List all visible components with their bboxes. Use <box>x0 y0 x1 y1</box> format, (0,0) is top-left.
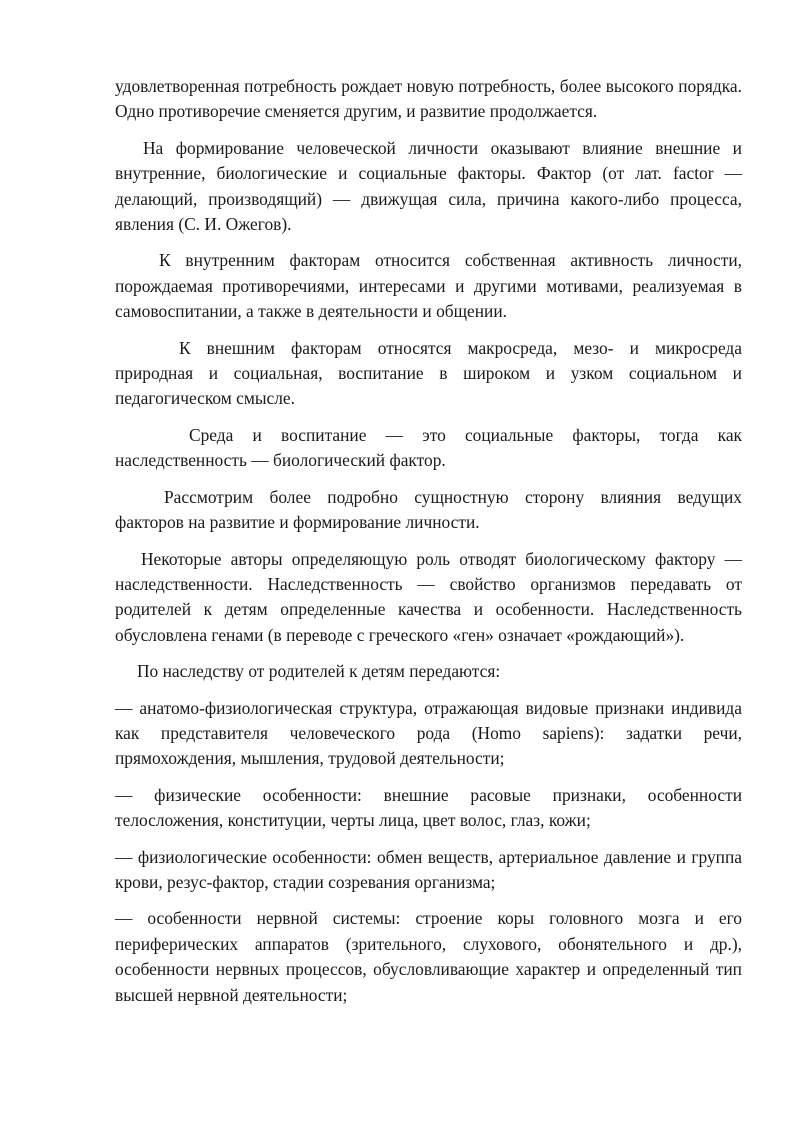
list-item-nervous-system: — особенности нервной системы: строение коры головного мозга и его периферических аппаратов (зрительного, слухового, обонятельного и др.), особенности нервных процессов, обусловливающие характер и определенный тип высшей нервной деятельности; <box>115 908 742 1005</box>
paragraph-consider-details: Рассмотрим более подробно сущностную сторону влияния ведущих факторов на развитие и формирование личности. <box>115 486 742 533</box>
list-item-anatomy: — анатомо-физиологическая структура, отражающая видовые признаки индивида как представителя человеческого рода (Homo sapiens): задатки речи, прямохождения, мышления, трудовой деятельности; <box>115 697 742 769</box>
paragraph-environment-upbringing: Среда и воспитание — это социальные факторы, тогда как наследственность — биологический фактор. <box>115 424 742 471</box>
paragraph-internal-factors: К внутренним факторам относится собственная активность личности, порождаемая противоречиями, интересами и другими мотивами, реализуемая в самовоспитании, а также в деятельности и общении. <box>115 250 742 322</box>
paragraph-inherited-intro: По наследству от родителей к детям передаются: <box>137 661 501 682</box>
list-item-physical: — физические особенности: внешние расовые признаки, особенности телосложения, конституции, черты лица, цвет волос, глаз, кожи; <box>115 784 742 831</box>
paragraph-factors-definition: На формирование человеческой личности оказывают влияние внешние и внутренние, биологические и социальные факторы. Фактор (от лат. factor — делающий, производящий) — движущая сила, причина какого-либо процесса, явления (С. И. Ожегов). <box>115 137 742 235</box>
paragraph-heredity: Некоторые авторы определяющую роль отводят биологическому фактору — наследственности. Наследственность — свойство организмов передавать от родителей к детям определенные качества и особенности. Наследственность обусловлена генами (в переводе с греческого «ген» означает «рождающий»). <box>115 548 742 645</box>
list-item-physiological: — физиологические особенности: обмен веществ, артериальное давление и группа крови, резус-фактор, стадии созревания организма; <box>115 846 742 892</box>
paragraph-external-factors: К внешним факторам относятся макросреда, мезо- и микросреда природная и социальная, воспитание в широком и узком социальном и педагогическом смысле. <box>115 337 742 409</box>
document-page <box>115 74 742 1019</box>
paragraph-continuation: удовлетворенная потребность рождает новую потребность, более высокого порядка. Одно противоречие сменяется другим, и развитие продолжается. <box>115 76 742 122</box>
